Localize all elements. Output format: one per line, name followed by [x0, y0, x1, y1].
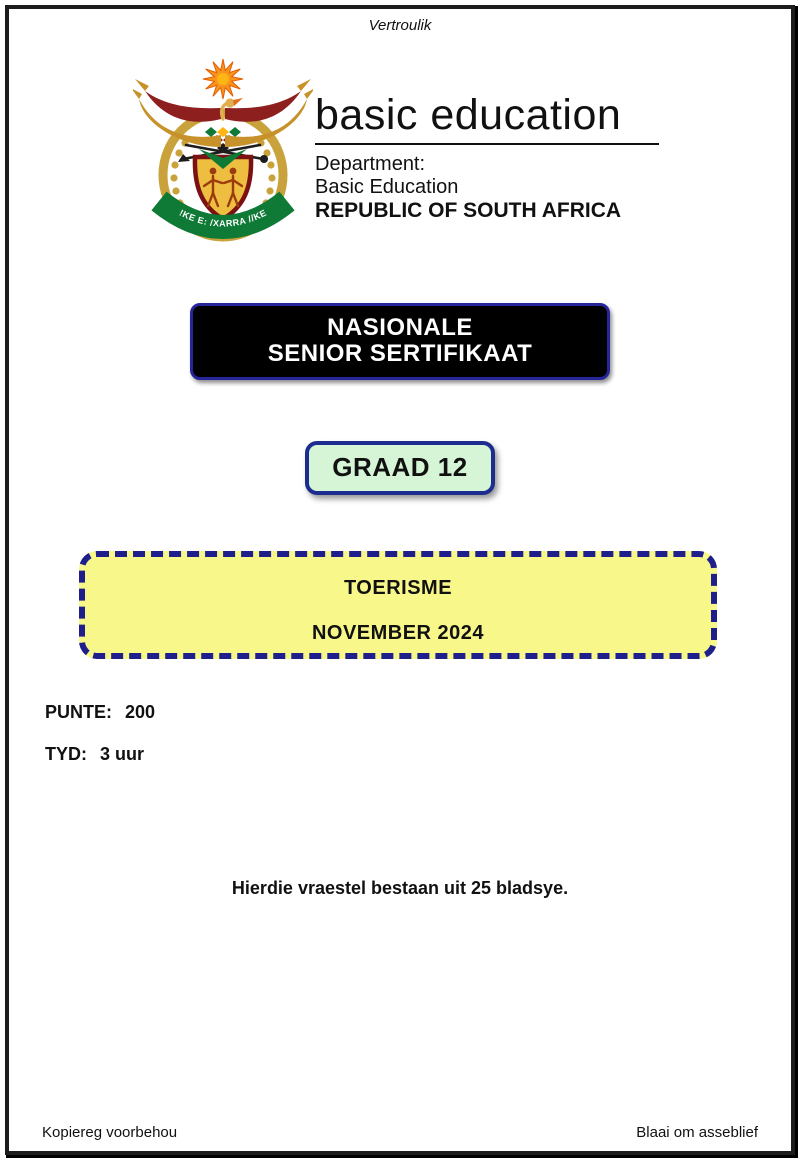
department-name: Basic Education — [315, 176, 459, 199]
page-border — [5, 5, 795, 1155]
country-name: REPUBLIC OF SOUTH AFRICA — [315, 199, 622, 223]
coat-of-arms-icon — [133, 55, 313, 247]
marks-value: 200 — [125, 702, 156, 722]
wordmark-underline — [315, 143, 659, 145]
copyright-notice: Kopiereg voorbehou — [42, 1124, 178, 1141]
department-label: Department: — [315, 153, 426, 176]
page-turn-instruction: Blaai om asseblief — [636, 1124, 758, 1141]
logo-motto: !KE E: /XARRA //KE — [177, 207, 269, 229]
time-row — [45, 744, 155, 765]
subject-name: TOERISME — [343, 577, 453, 599]
logo-wordmark: basic education — [315, 91, 622, 139]
sun-icon — [203, 59, 243, 99]
pages-note: Hierdie vraestel bestaan uit 25 bladsye. — [231, 878, 569, 898]
grade-label: GRAAD 12 — [332, 452, 468, 482]
exam-details — [45, 702, 155, 786]
certificate-line1: NASIONALE — [327, 314, 473, 341]
department-logo-text — [315, 93, 659, 223]
marks-label: PUNTE: — [45, 702, 112, 722]
certificate-line2: SENIOR SERTIFIKAAT — [267, 340, 533, 367]
subject-panel — [79, 551, 717, 659]
time-value: 3 uur — [100, 744, 145, 764]
time-label: TYD: — [45, 744, 87, 764]
certificate-banner — [190, 303, 610, 380]
club-knob-shape — [260, 155, 268, 163]
marks-row — [45, 702, 155, 723]
confidential-label: Vertroulik — [368, 17, 432, 34]
exam-session: NOVEMBER 2024 — [311, 622, 485, 644]
grade-badge — [305, 441, 495, 495]
